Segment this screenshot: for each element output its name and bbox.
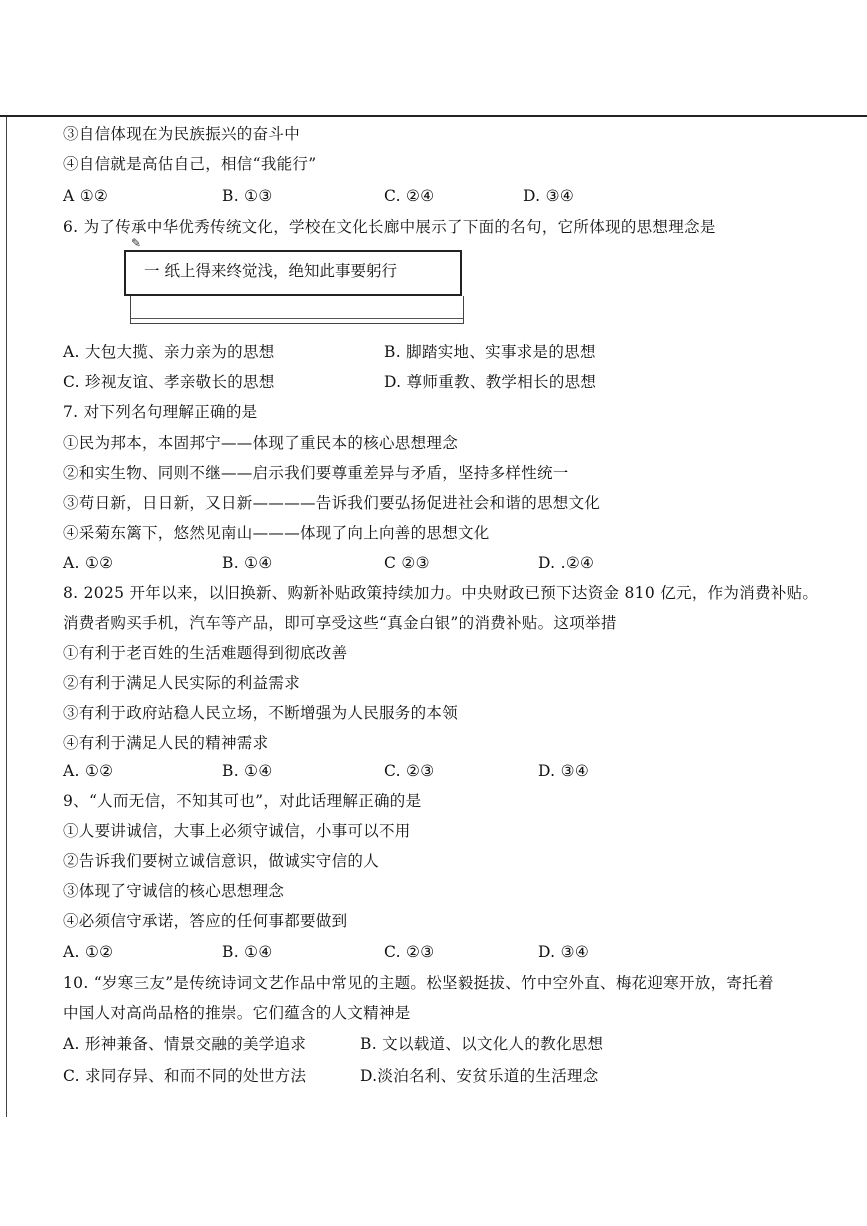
question-10: 10. “岁寒三友”是传统诗词文艺作品中常见的主题。松坚毅挺拔、竹中空外直、梅花迎寒开放，寄托着 xyxy=(63,974,774,992)
statement-line: ④有利于满足人民的精神需求 xyxy=(63,734,269,752)
statement-line: ③有利于政府站稳人民立场，不断增强为人民服务的本领 xyxy=(63,704,459,722)
quote-text: 一 纸上得来终觉浅，绝知此事要躬行 xyxy=(144,262,397,280)
question-7: 7. 对下列名句理解正确的是 xyxy=(63,403,258,421)
question-8: 8. 2025 开年以来，以旧换新、购新补贴政策持续加力。中央财政已预下达资金 810 亿元，作为消费补贴。 xyxy=(63,584,819,602)
option-b: B. ①④ xyxy=(222,762,273,780)
option-a: A. ①② xyxy=(63,943,114,961)
option-b: B. ①④ xyxy=(222,943,273,961)
question-6: 6. 为了传承中华优秀传统文化，学校在文化长廊中展示了下面的名句，它所体现的思想理念是 xyxy=(63,218,716,236)
option-b: B. ①④ xyxy=(222,554,273,572)
option-b: B. ①③ xyxy=(222,187,273,205)
statement-line: ③自信体现在为民族振兴的奋斗中 xyxy=(63,125,301,143)
option-b: B. 文以载道、以文化人的教化思想 xyxy=(360,1035,604,1053)
scribble-mark-icon: ✎ xyxy=(131,236,142,250)
statement-line: ②告诉我们要树立诚信意识，做诚实守信的人 xyxy=(63,852,380,870)
option-d: D. ③④ xyxy=(538,943,590,961)
option-a: A. 大包大揽、亲力亲为的思想 xyxy=(63,343,275,361)
statement-line: ①人要讲诚信，大事上必须守诚信，小事可以不用 xyxy=(63,822,411,840)
option-c: C. 珍视友谊、孝亲敬长的思想 xyxy=(63,373,275,391)
option-d: D. .②④ xyxy=(538,554,595,572)
quote-box xyxy=(124,250,462,296)
option-c: C. ②③ xyxy=(384,943,435,961)
option-c: C. 求同存异、和而不同的处世方法 xyxy=(63,1067,307,1085)
option-a: A. 形神兼备、情景交融的美学追求 xyxy=(63,1035,307,1053)
statement-line: ②和实生物、同则不继——启示我们要尊重差异与矛盾，坚持多样性统一 xyxy=(63,464,569,482)
option-c: C. ②③ xyxy=(384,762,435,780)
statement-line: ①有利于老百姓的生活难题得到彻底改善 xyxy=(63,644,348,662)
option-b: B. 脚踏实地、实事求是的思想 xyxy=(384,343,596,361)
option-c: C ②③ xyxy=(384,554,430,572)
question-8-cont: 消费者购买手机，汽车等产品，即可享受这些“真金白银”的消费补贴。这项举措 xyxy=(63,614,617,632)
quote-box-shadow xyxy=(130,296,464,324)
statement-line: ④采菊东篱下，悠然见南山———体现了向上向善的思想文化 xyxy=(63,524,490,542)
option-c: C. ②④ xyxy=(384,187,435,205)
option-a: A ①② xyxy=(63,187,109,205)
statement-line: ①民为邦本，本固邦宁——体现了重民本的核心思想理念 xyxy=(63,434,459,452)
statement-line: ③苟日新，日日新，又日新————告诉我们要弘扬促进社会和谐的思想文化 xyxy=(63,494,601,512)
option-d: D. 尊师重教、教学相长的思想 xyxy=(384,373,597,391)
statement-line: ②有利于满足人民实际的利益需求 xyxy=(63,674,301,692)
statement-line: ④必须信守承诺，答应的任何事都要做到 xyxy=(63,912,348,930)
statement-line: ④自信就是高估自己，相信“我能行” xyxy=(63,155,317,173)
page-top-rule xyxy=(0,115,867,117)
option-a: A. ①② xyxy=(63,762,114,780)
option-a: A. ①② xyxy=(63,554,114,572)
page-left-rule xyxy=(6,117,7,1117)
question-9: 9、“人而无信，不知其可也”，对此话理解正确的是 xyxy=(63,792,422,810)
option-d: D.淡泊名利、安贫乐道的生活理念 xyxy=(360,1067,599,1085)
option-d: D. ③④ xyxy=(523,187,575,205)
question-10-cont: 中国人对高尚品格的推崇。它们蕴含的人文精神是 xyxy=(63,1004,411,1022)
statement-line: ③体现了守诚信的核心思想理念 xyxy=(63,882,285,900)
option-d: D. ③④ xyxy=(538,762,590,780)
